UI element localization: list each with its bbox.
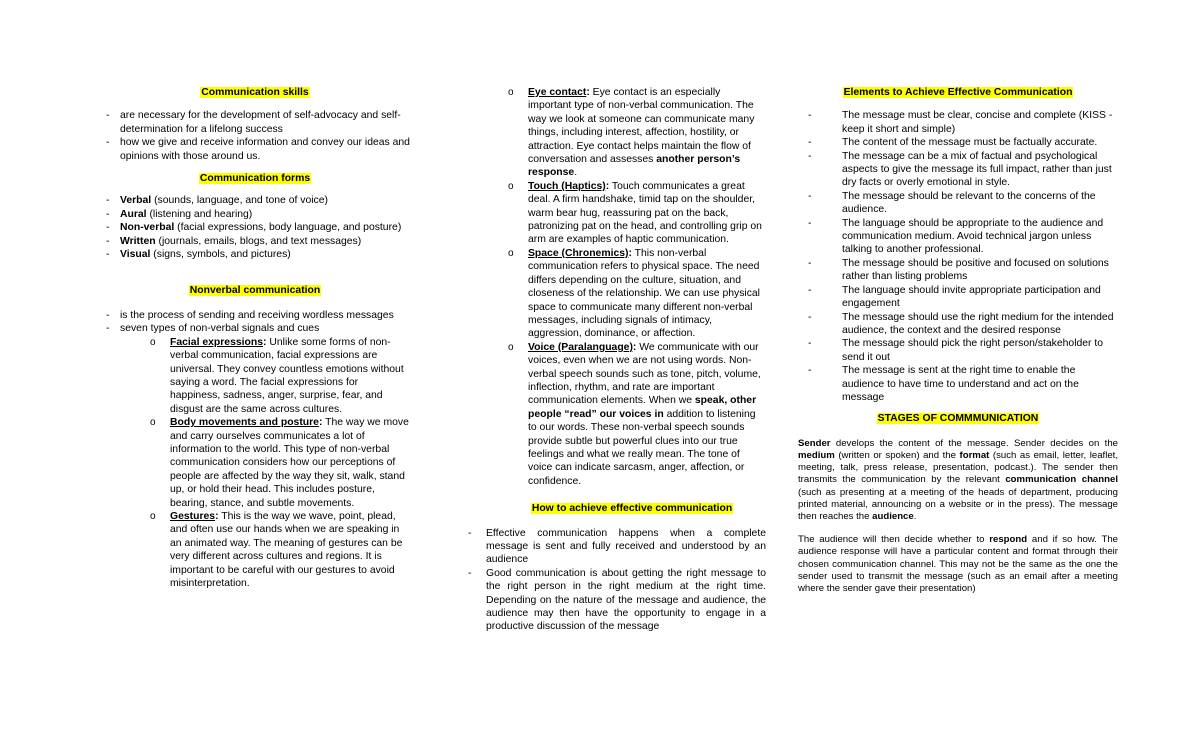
stages-paragraph-1: Sender develops the content of the message. Sender decides on the medium (written or spoken) and the format (such as email, letter, leaflet, meeting, talk, press release, presentation, podcast.). The sender then transmits the communication by the relevant communication channel (such as presenting at a meeting of the heads of department, producing printed material, announcing on a website or in the press). The message then reaches the audience. [798, 437, 1118, 522]
list-item: - Non-verbal (facial expressions, body language, and posture) [100, 221, 410, 234]
list-item: - how we give and receive information and convey our ideas and opinions with those around us. [100, 136, 410, 163]
list-item: - Visual (signs, symbols, and pictures) [100, 248, 410, 261]
signal-item: o Voice (Paralanguage): We communicate with our voices, even when we are not using words. Non-verbal speech sounds such as tone, pitch, volume, inflection, rhythm, and rate are important communication elements. When we speak, other people “read” our voices in addition to listening to our words. These non-verbal speech sounds provide subtle but powerful clues into our true feelings and what we really mean. The tone of voice can indicate sarcasm, anger, affection, or confidence. [506, 341, 766, 488]
signal-item: o Facial expressions: Unlike some forms of non-verbal communication, facial expressions are universal. They convey countless emotions without saying a word. The facial expressions for happiness, sadness, anger, surprise, fear, and disgust are the same across cultures. [148, 336, 410, 416]
list-item: - The message should use the right medium for the intended audience, the context and the desired response [802, 311, 1118, 338]
list-item: - Good communication is about getting the right message to the right person in the right medium at the right time. Depending on the nature of the message and audience, the audience may then have the opportunity to engage in a productive discussion of the message [462, 567, 766, 634]
column-left [100, 86, 410, 590]
heading-achieve-effective-communication: How to achieve effective communication [531, 503, 733, 515]
signal-item: o Space (Chronemics): This non-verbal communication refers to physical space. The need differs depending on the culture, situation, and closeness of the relationship. We can use physical space to communicate many different non-verbal messages, including signals of intimacy, aggression, dominance, or affection. [506, 247, 766, 341]
heading-stages: STAGES OF COMMMUNICATION [877, 413, 1039, 425]
skills-list [100, 109, 410, 163]
list-item: - Effective communication happens when a complete message is sent and fully received and understood by an audience [462, 527, 766, 567]
signals-sublist [148, 336, 410, 591]
list-item: - seven types of non-verbal signals and cues o Facial expressions: Unlike some forms of non-verbal communication, facial expressions are universal. They convey countless emotions without saying a word. The facial expressions for happiness, sadness, anger, surprise, fear, and disgust are the same across cultures. o Body movements and posture: The way we move and carry ourselves communicates a lot of information to the world. This type of non-verbal communication considers how our perceptions of people are affected by the way they sit, walk, stand up, or hold their head. This includes posture, bearing, stance, and subtle movements. o Gestures: This is the way we wave, point, plead, and often use our hands when we are speaking in an animated way. The meaning of gestures can be very different across cultures and regions. It is important to be careful with our gestures to avoid misinterpretation. [100, 322, 410, 590]
list-item: - The message can be a mix of factual and psychological aspects to give the message its full impact, rather than just dry facts or overly emotional in style. [802, 150, 1118, 190]
signal-item: o Touch (Haptics): Touch communicates a great deal. A firm handshake, timid tap on the shoulder, warm bear hug, reassuring pat on the back, patronizing pat on the head, and controlling grip on arm are examples of haptic communication. [506, 180, 766, 247]
list-item: - are necessary for the development of self-advocacy and self-determination for a lifelong success [100, 109, 410, 136]
list-item: - The message must be clear, concise and complete (KISS - keep it short and simple) [802, 109, 1118, 136]
heading-elements: Elements to Achieve Effective Communication [843, 87, 1073, 98]
forms-list [100, 194, 410, 261]
list-item: - The language should be appropriate to the audience and communication medium. Avoid technical jargon unless talking to another professional. [802, 217, 1118, 257]
list-item: - Aural (listening and hearing) [100, 208, 410, 221]
list-item: - The language should invite appropriate participation and engagement [802, 284, 1118, 311]
nonverbal-list [100, 309, 410, 591]
stages-text [798, 438, 1118, 595]
heading-communication-skills: Communication skills [201, 87, 309, 98]
heading-communication-forms: Communication forms [199, 173, 311, 185]
elements-list [798, 109, 1118, 404]
signals-sublist-continued [506, 86, 766, 488]
list-item: - The message is sent at the right time to enable the audience to have time to understand and act on the message [802, 364, 1118, 404]
list-item: - The content of the message must be factually accurate. [802, 136, 1118, 149]
signal-item: o Gestures: This is the way we wave, point, plead, and often use our hands when we are speaking in an animated way. The meaning of gestures can be very different across cultures and regions. It is important to be careful with our gestures to avoid misinterpretation. [148, 510, 410, 590]
list-item: - The message should be relevant to the concerns of the audience. [802, 190, 1118, 217]
signal-item: o Body movements and posture: The way we move and carry ourselves communicates a lot of information to the world. This type of non-verbal communication considers how our perceptions of people are affected by the way they sit, walk, stand up, or hold their head. This includes posture, bearing, stance, and subtle movements. [148, 416, 410, 510]
list-item: - The message should pick the right person/stakeholder to send it out [802, 337, 1118, 364]
list-item: - Verbal (sounds, language, and tone of voice) [100, 194, 410, 207]
list-item: - is the process of sending and receiving wordless messages [100, 309, 410, 322]
signal-item: o Eye contact: Eye contact is an especially important type of non-verbal communication. The way we look at someone can communicate many things, including interest, affection, hostility, or attraction. Eye contact helps maintain the flow of conversation and assesses another person’s response. [506, 86, 766, 180]
list-item: - The message should be positive and focused on solutions rather than listing problems [802, 257, 1118, 284]
list-item: - Written (journals, emails, blogs, and text messages) [100, 235, 410, 248]
column-middle [486, 86, 766, 634]
heading-nonverbal-communication: Nonverbal communication [189, 285, 321, 297]
achieve-list [462, 527, 766, 634]
column-right [798, 86, 1118, 595]
stages-paragraph-2: The audience will then decide whether to respond and if so how. The audience response will have a particular content and format through their chosen communication channel. This may not be the same as the one the sender used to transmit the message (such as an email after a meeting where the sender gave their presentation) [798, 534, 1119, 594]
